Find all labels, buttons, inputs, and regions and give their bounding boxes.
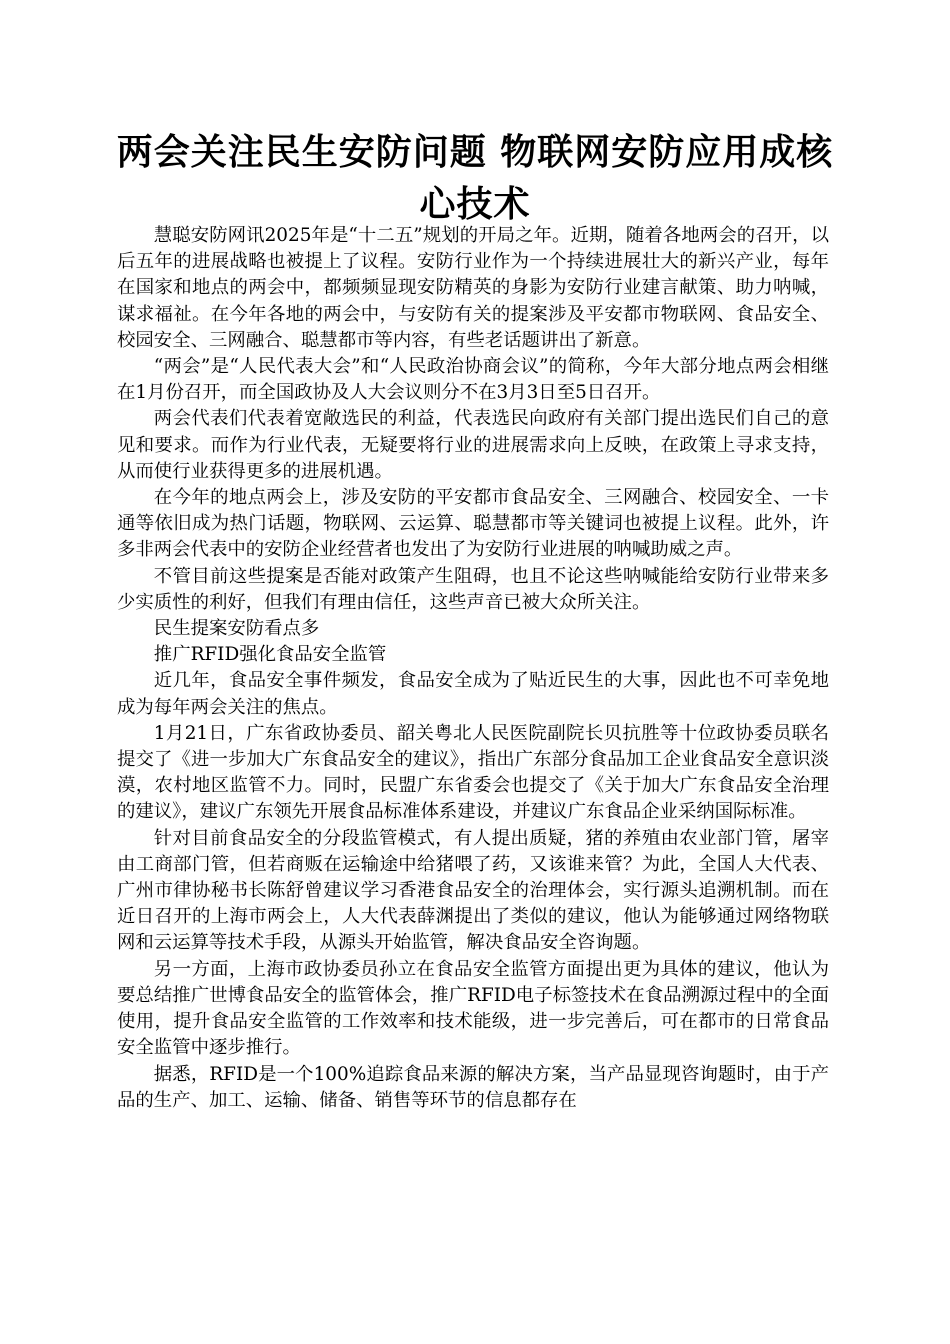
subsection-heading: 推广RFID强化食品安全监管 <box>153 644 387 666</box>
paragraph: 两会代表们代表着宽敞选民的利益，代表选民向政府有关部门提出选民们自己的意见和要求。而作为行业代表，无疑要将行业的进展需求向上反映，在政策上寻求支持，从而使行业获得更多的进展机遇。 <box>117 408 829 482</box>
document-body <box>117 223 829 1114</box>
paragraph: 1月21日，广东省政协委员、韶关粤北人民医院副院长贝抗胜等十位政协委员联名提交了《进一步加大广东食品安全的建议》，指出广东部分食品加工企业食品安全意识淡漠，农村地区监管不力。同时，民盟广东省委会也提交了《关于加大广东食品安全治理的建议》，建议广东领先开展食品标准体系建设，并建议广东食品企业采纳国际标准。 <box>117 722 829 823</box>
paragraph: 慧聪安防网讯2025年是“十二五”规划的开局之年。近期，随着各地两会的召开，以后五年的进展战略也被提上了议程。安防行业作为一个持续进展壮大的新兴产业，每年在国家和地点的两会中，都频频显现安防精英的身影为安防行业建言献策、助力呐喊，谋求福祉。在今年各地的两会中，与安防有关的提案涉及平安都市物联网、食品安全、校园安全、三网融合、聪慧都市等内容，有些老话题讲出了新意。 <box>117 225 829 351</box>
paragraph: 据悉，RFID是一个100%追踪食品来源的解决方案，当产品显现咨询题时，由于产品的生产、加工、运输、储备、销售等环节的信息都存在 <box>117 1063 829 1111</box>
section-heading: 民生提案安防看点多 <box>153 618 320 640</box>
paragraph: 针对目前食品安全的分段监管模式，有人提出质疑，猪的养殖由农业部门管，屠宰由工商部门管，但若商贩在运输途中给猪喂了药，又该谁来管？为此，全国人大代表、广州市律协秘书长陈舒曾建议学习香港食品安全的治理体会，实行源头追溯机制。而在近日召开的上海市两会上，人大代表薛渊提出了类似的建议，他认为能够通过网络物联网和云运算等技术手段，从源头开始监管，解决食品安全咨询题。 <box>117 827 829 954</box>
paragraph: 另一方面，上海市政协委员孙立在食品安全监管方面提出更为具体的建议，他认为要总结推广世博食品安全的监管体会，推广RFID电子标签技术在食品溯源过程中的全面使用，提升食品安全监管的工作效率和技术能级，进一步完善后，可在都市的日常食品安全监管中逐步推行。 <box>117 958 829 1059</box>
paragraph: 近几年，食品安全事件频发，食品安全成为了贴近民生的大事，因此也不可幸免地成为每年两会关注的焦点。 <box>117 670 829 718</box>
document-title: 两会关注民生安防问题 物联网安防应用成核心技术 <box>116 131 834 225</box>
paragraph: 不管目前这些提案是否能对政策产生阻碍，也且不论这些呐喊能给安防行业带来多少实质性的利好，但我们有理由信任，这些声音已被大众所关注。 <box>117 565 829 613</box>
paragraph: “两会”是“人民代表大会”和“人民政治协商会议”的简称，今年大部分地点两会相继在1月份召开，而全国政协及人大会议则分不在3月3日至5日召开。 <box>117 356 829 404</box>
paragraph: 在今年的地点两会上，涉及安防的平安都市食品安全、三网融合、校园安全、一卡通等依旧成为热门话题，物联网、云运算、聪慧都市等关键词也被提上议程。此外，许多非两会代表中的安防企业经营者也发出了为安防行业进展的呐喊助威之声。 <box>117 487 829 561</box>
